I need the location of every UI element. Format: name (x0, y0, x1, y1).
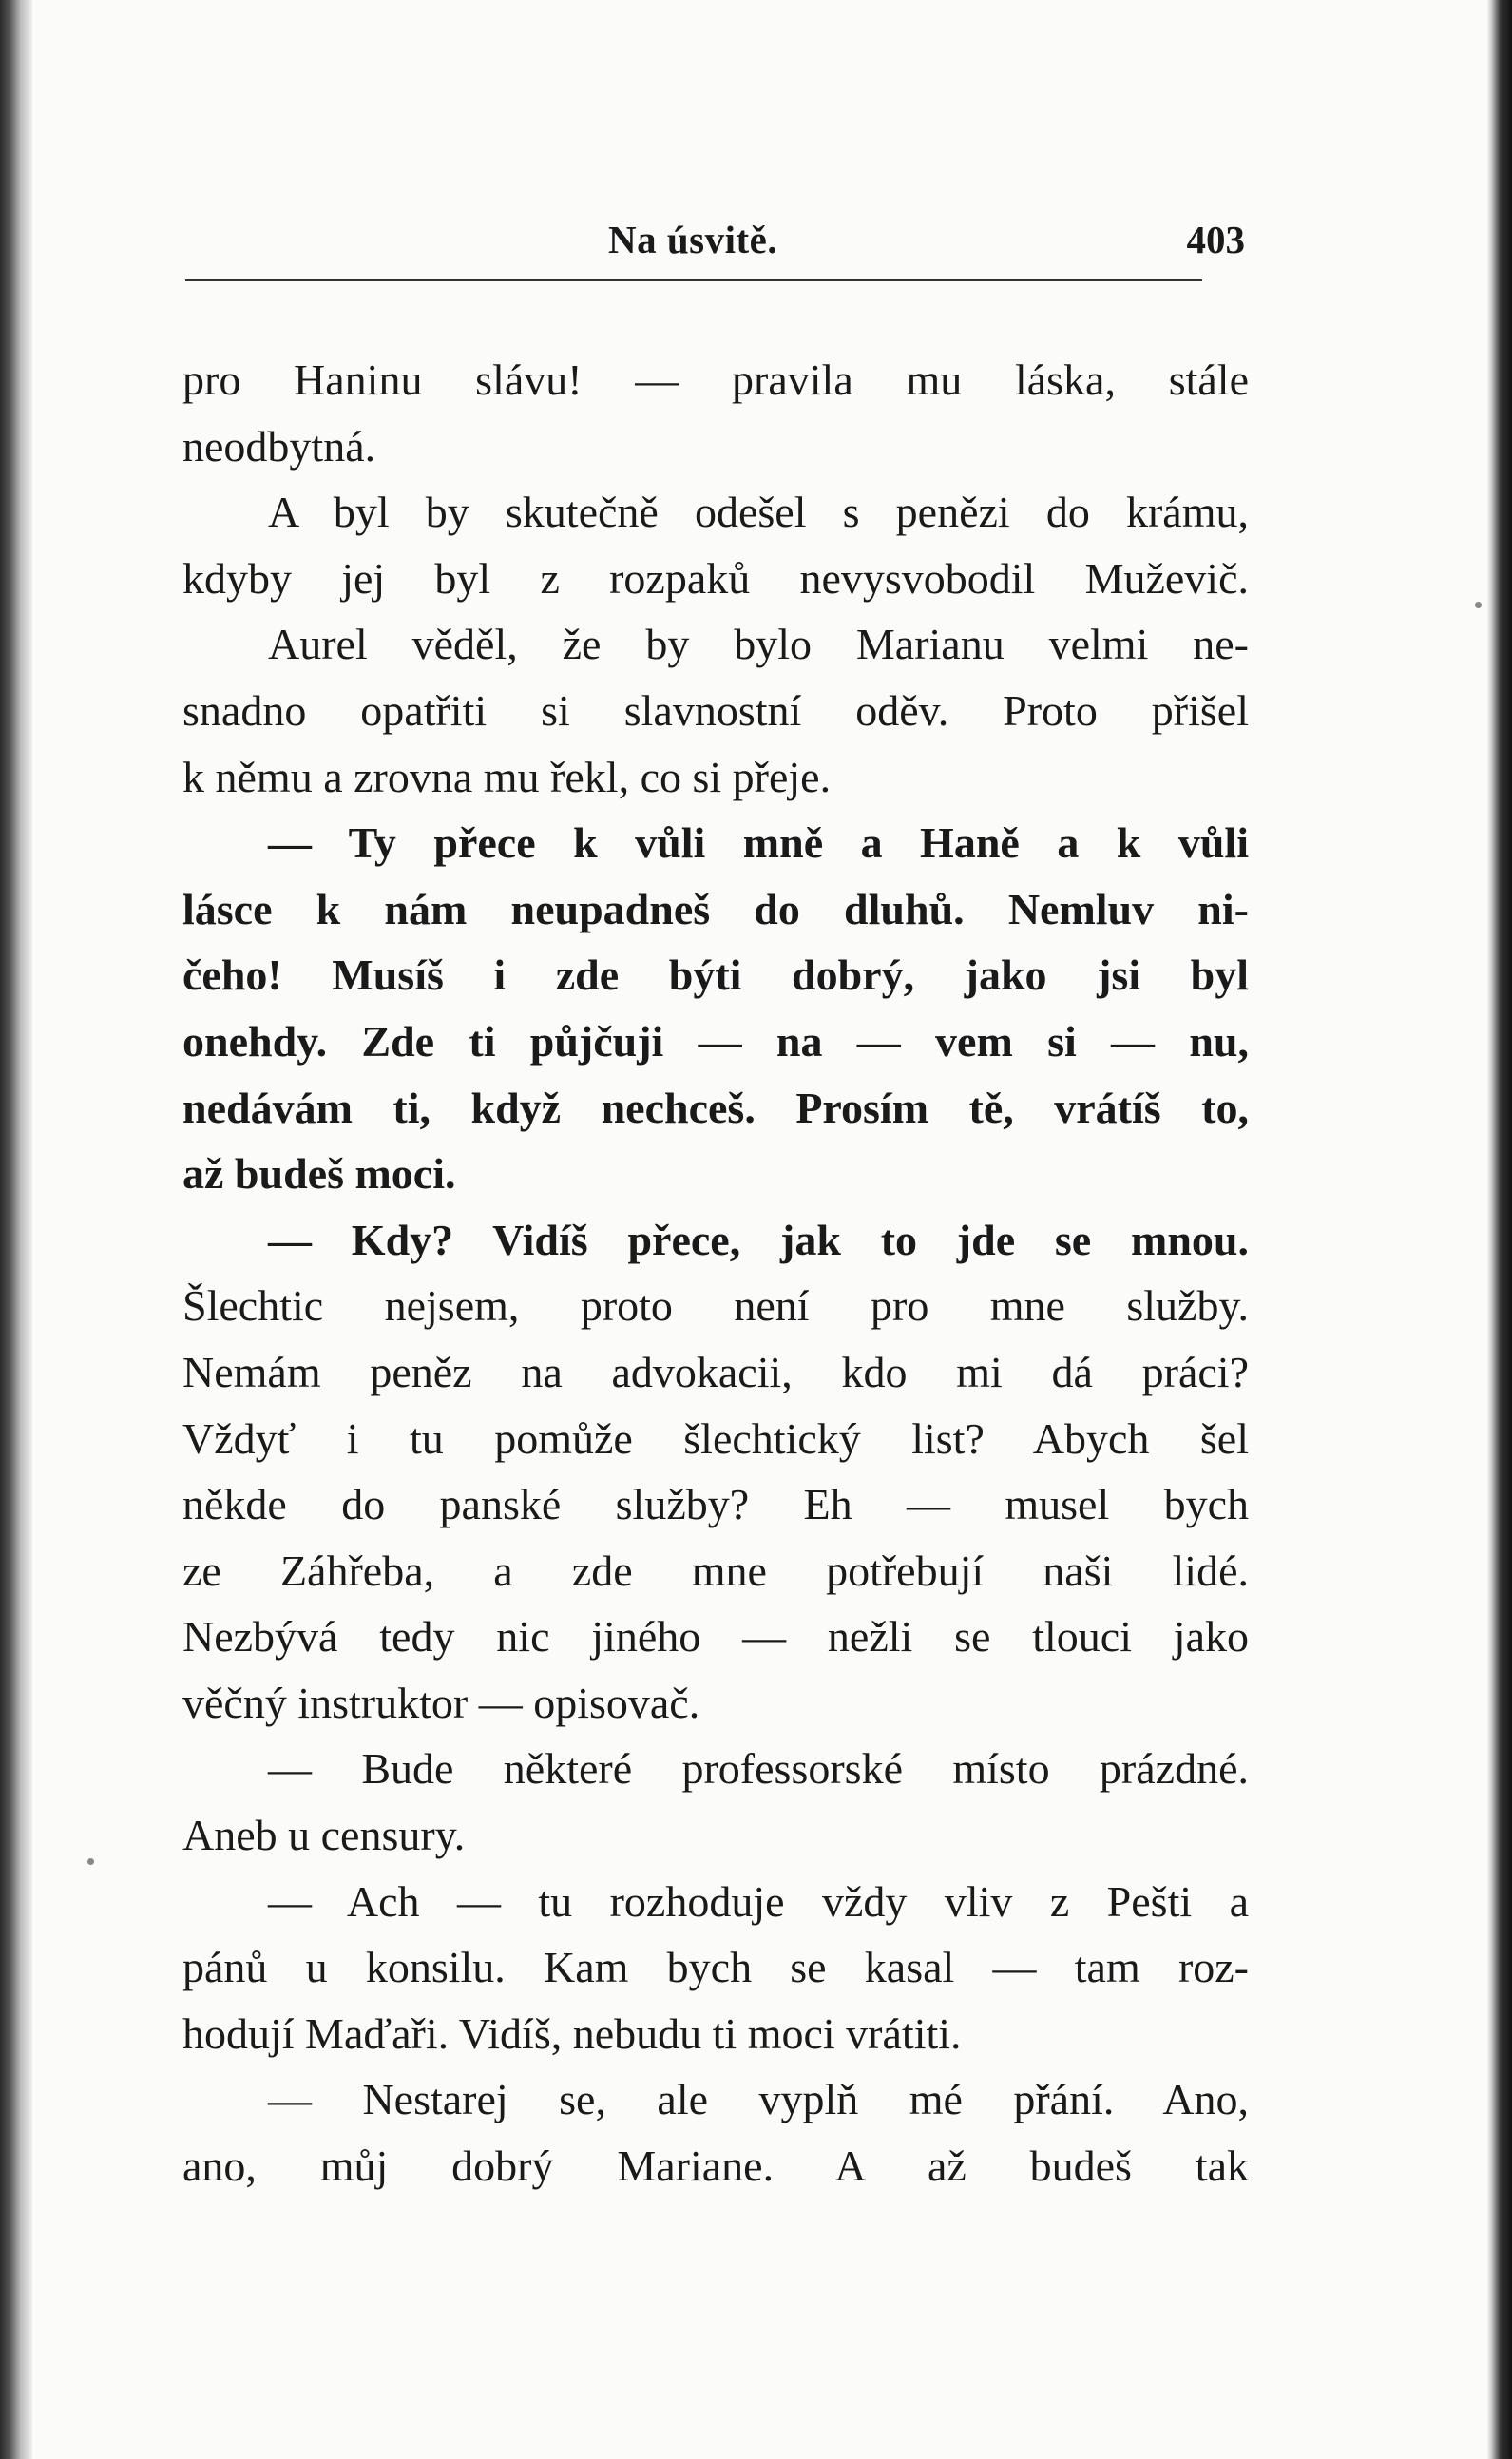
scan-speck (87, 1858, 94, 1865)
text-line: Aurel věděl, že by bylo Marianu velmi ne- (268, 620, 1249, 669)
text-line: nedávám ti, když nechceš. Prosím tě, vrátíš to, (182, 1083, 1249, 1132)
text-line: A byl by skutečně odešel s penězi do krámu, (268, 488, 1249, 537)
text-line: pro Haninu slávu! — pravila mu láska, stále (182, 355, 1249, 404)
text-line: pánů u konsilu. Kam bych se kasal — tam roz- (182, 1943, 1249, 1992)
text-line: neodbytná. (182, 421, 376, 471)
text-line: čeho! Musíš i zde býti dobrý, jako jsi byl (182, 951, 1249, 1000)
header-rule (185, 279, 1202, 281)
text-line: k němu a zrovna mu řekl, co si přeje. (182, 752, 832, 801)
text-line: — Nestarej se, ale vyplň mé přání. Ano, (268, 2075, 1249, 2124)
text-line: až budeš moci. (182, 1149, 456, 1199)
text-line: Nemám peněz na advokacii, kdo mi dá práci? (182, 1347, 1249, 1396)
text-line: někde do panské služby? Eh — musel bych (182, 1480, 1249, 1529)
text-line: věčný instruktor — opisovač. (182, 1678, 700, 1727)
text-line: Vždyť i tu pomůže šlechtický list? Abych šel (182, 1413, 1249, 1463)
text-line: ze Záhřeba, a zde mne potřebují naši lidé. (182, 1546, 1249, 1595)
text-line: — Ach — tu rozhoduje vždy vliv z Pešti a (268, 1876, 1249, 1926)
text-line: Nezbývá tedy nic jiného — nežli se tlouci jako (182, 1612, 1249, 1662)
text-line: Šlechtic nejsem, proto není pro mne služby. (182, 1281, 1249, 1331)
text-line: — Ty přece k vůli mně a Haně a k vůli (268, 818, 1249, 868)
text-line: lásce k nám neupadneš do dluhů. Nemluv ni- (182, 884, 1249, 933)
text-line: — Bude některé professorské místo prázdné. (268, 1744, 1249, 1794)
text-line: ano, můj dobrý Mariane. A až budeš tak (182, 2142, 1249, 2191)
scan-edge-right (1487, 0, 1512, 2459)
text-line: — Kdy? Vidíš přece, jak to jde se mnou. (268, 1215, 1249, 1264)
page-number: 403 (1186, 218, 1245, 261)
text-line: Aneb u censury. (182, 1811, 466, 1860)
text-line: hodují Maďaři. Vidíš, nebudu ti moci vrátiti. (182, 2008, 962, 2058)
scan-edge-left (0, 0, 32, 2459)
running-title: Na úsvitě. (608, 218, 778, 261)
text-line: kdyby jej byl z rozpaků nevysvobodil Muževič. (182, 553, 1249, 603)
body-text (182, 347, 1249, 2200)
scan-speck (1475, 602, 1482, 608)
page-header (185, 217, 1245, 274)
text-line: onehdy. Zde ti půjčuji — na — vem si — nu, (182, 1016, 1249, 1066)
text-line: snadno opatřiti si slavnostní oděv. Proto přišel (182, 685, 1249, 735)
